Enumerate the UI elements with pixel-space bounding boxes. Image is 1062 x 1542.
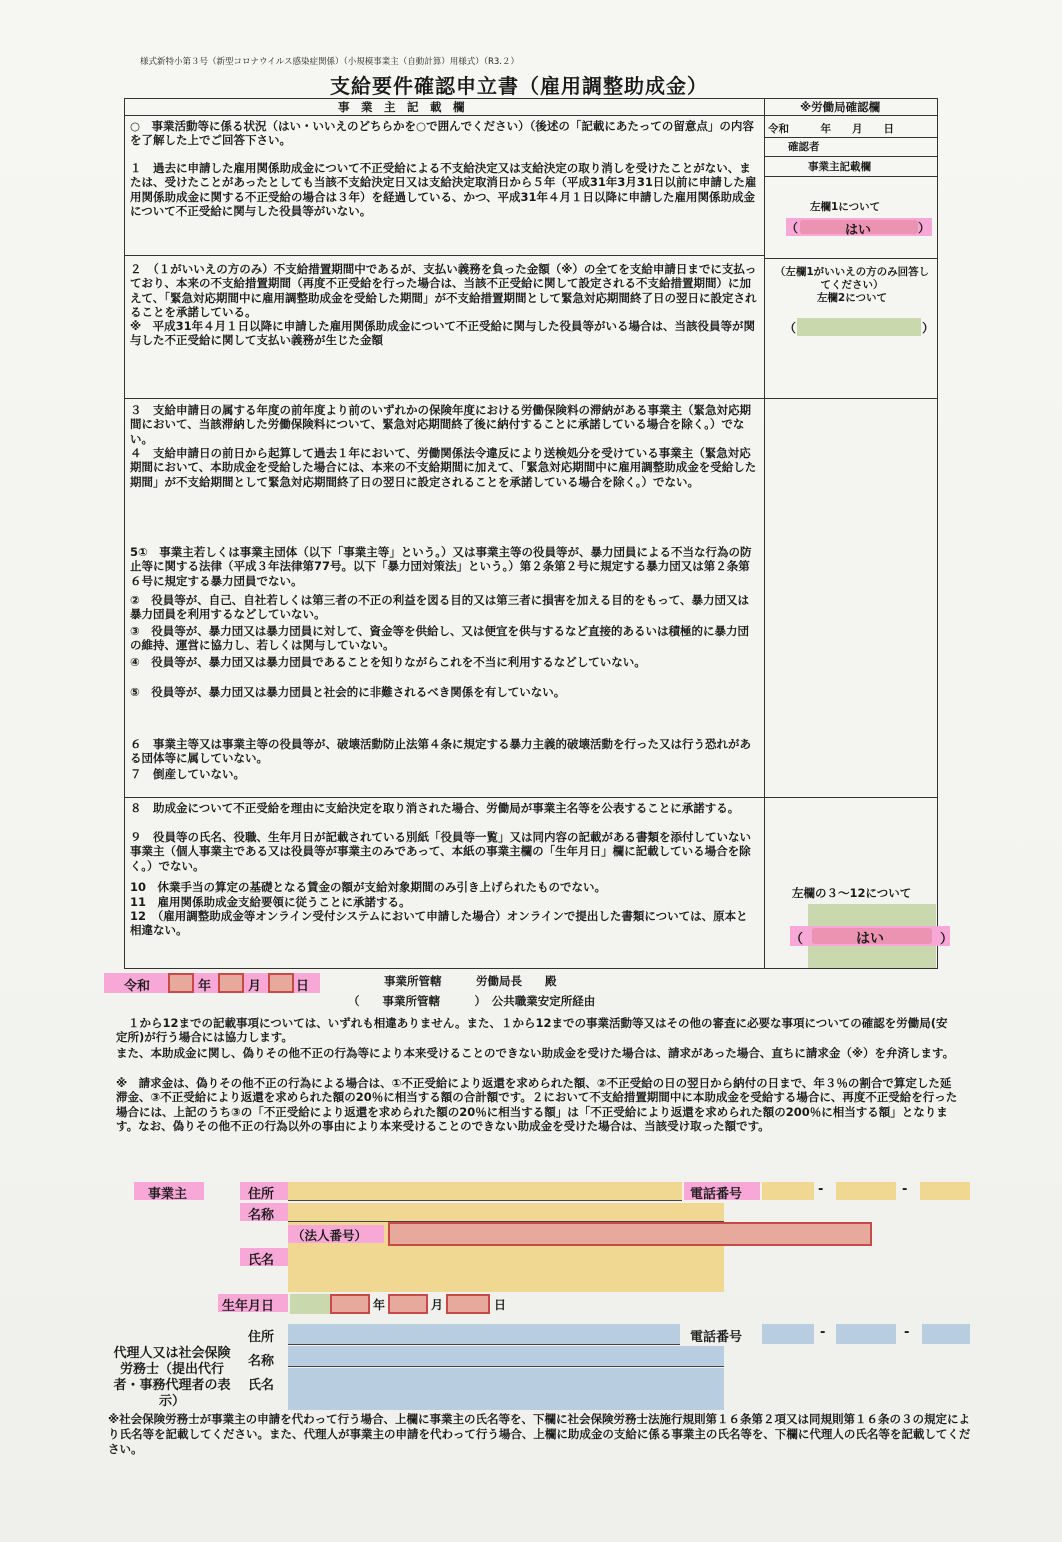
item-7-text: ７ 倒産していない。 xyxy=(130,767,245,781)
agent-person-name-field[interactable] xyxy=(288,1368,724,1410)
item-2-answer-label: （左欄1がいいえの方のみ回答してください） 左欄2について xyxy=(774,266,930,304)
item-3-12-answer-value[interactable]: はい xyxy=(856,931,884,947)
date-reiwa-label: 令和 xyxy=(124,979,151,994)
item-2-text: ２ （１がいいえの方のみ）不支給措置期間中であるが、支払い義務を負った金額（※）の全てを支給申請日までに支払っており、本来の不支給措置期間（再度不正受給を行った場合は、当該不正受給に関して設定される不支給措置期間）に加えて、「緊急対応期間中に雇用調整助成金を受給した期間」が不支給措置期間として緊急対応期間終了日の翌日に設定されることを承諾している。 ※ 平成31年４月１日以降に申請した雇用関係助成金について不正受給に関与した役員等がいる場合は、当該役員等が関与した不正受給に関して支払い義務が生じた金額 xyxy=(130,262,757,348)
intro-text: ○ 事業活動等に係る状況（はい・いいえのどちらかを○で囲んでください）（後述の「記載にあたっての留意点」の内容を了解した上でご回答下さい。 xyxy=(130,119,754,148)
item-5-1-text: 5① 事業主若しくは事業主団体（以下「事業主等」という。）又は事業主等の役員等が、暴力団員による不当な行為の防止等に関する法律（平成３年法律第77号。以下「暴力団対策法」という。）第２条第２号に規定する暴力団又は第２条第６号に規定する暴力団員でない。 xyxy=(130,545,752,588)
declaration-2: また、本助成金に関し、偽りその他不正の行為等により本来受けることのできない助成金を受けた場合は、請求があった場合、直ちに請求金（※）を弁済します。 xyxy=(116,1046,955,1060)
date-year-field[interactable] xyxy=(168,973,194,993)
employer-phone-dash-2: - xyxy=(902,1182,908,1197)
birthdate-year-field[interactable] xyxy=(330,1294,370,1314)
item-6-text: ６ 事業主等又は事業主等の役員等が、破壊活動防止法第４条に規定する暴力主義的破壊活動を行った又は行う恐れがある団体等に属していない。 xyxy=(130,737,751,766)
birthdate-month-label: 月 xyxy=(431,1298,444,1312)
birthdate-era-field[interactable] xyxy=(290,1294,330,1314)
corporate-number-label: （法人番号） xyxy=(292,1228,368,1243)
date-year-label: 年 xyxy=(198,979,212,994)
item-3-text: ３ 支給申請日の属する年度の前年度より前のいずれかの保険年度における労働保険料の滞納がある事業主（緊急対応期間において、当該滞納した労働保険料について、緊急対応期間終了後に納付することに承諾している場合を除く。）でない。 xyxy=(130,403,751,446)
employer-address-label: 住所 xyxy=(248,1187,275,1202)
date-month-field[interactable] xyxy=(218,973,244,993)
item-1-answer-label: 左欄1について xyxy=(810,201,881,213)
item-5-4-text: ④ 役員等が、暴力団又は暴力団員であることを知りながらこれを不当に利用するなどしていない。 xyxy=(130,655,646,669)
birthdate-month-field[interactable] xyxy=(388,1294,428,1314)
item-3-12-answer-label: 左欄の３～12について xyxy=(792,886,912,900)
declaration-3: ※ 請求金は、偽りその他不正の行為による場合は、①不正受給により返還を求められた額、②不正受給の日の翌日から納付の日まで、年３％の割合で算定した延滞金、③不正受給により返還を求められた額の20％に相当する額の合計額です。２において不支給措置期間中に本助成金を受給する場合に、再度不正受給を行った場合には、上記のうち③の「不正受給により返還を求められた額の20％に相当する額」は「不正受給により返還を求められた額の200％に相当する額」となります。なお、偽りその他不正の行為以外の事由により本来受けることのできない助成金を受けた場合は、当該受け取った額です。 xyxy=(116,1076,958,1133)
employer-label: 事業主 xyxy=(148,1187,188,1202)
confirmer-label: 確認者 xyxy=(788,141,820,153)
agent-address-label: 住所 xyxy=(248,1330,275,1345)
confirm-date: 令和 年 月 日 xyxy=(768,123,894,135)
agent-person-label: 氏名 xyxy=(248,1378,275,1393)
employer-phone-label: 電話番号 xyxy=(690,1187,743,1202)
employer-company-name-field[interactable] xyxy=(288,1203,724,1221)
birthdate-label: 生年月日 xyxy=(222,1299,275,1314)
agent-phone-label: 電話番号 xyxy=(690,1330,743,1345)
item-8-text: ８ 助成金について不正受給を理由に支給決定を取り消された場合、労働局が事業主名等を公表することに承諾する。 xyxy=(130,801,740,815)
item-2-answer-field[interactable] xyxy=(797,318,921,336)
agent-label: 代理人又は社会保険労務士（提出代行者・事務代理者の表示） xyxy=(113,1346,231,1409)
agent-phone-dash-2: - xyxy=(904,1325,910,1340)
declaration-1: １から12までの記載事項については、いずれも相違ありません。また、１から12までの事業活動等又はその他の審査に必要な事項についての確認を労働局(安定所)が行う場合には協力します。 xyxy=(116,1016,948,1045)
item-3-12-answer-close: ） xyxy=(940,932,954,947)
employer-address-field[interactable] xyxy=(288,1182,682,1200)
item-12-text: 12 （雇用調整助成金等オンライン受付システムにおいて申請した場合）オンラインで提出した書類については、原本と相違ない。 xyxy=(130,909,748,938)
agent-phone-2[interactable] xyxy=(836,1324,896,1344)
agent-phone-1[interactable] xyxy=(762,1324,814,1344)
footnote: ※社会保険労務士が事業主の申請を代わって行う場合、上欄に事業主の氏名等を、下欄に社会保険労務士法施行規則第１６条第２項又は同規則第１６条の３の規定により氏名等を記載してください。また、代理人が事業主の申請を代わって行う場合、上欄に助成金の支給に係る事業主の氏名等を、下欄に代理人の氏名等を記載してください。 xyxy=(108,1412,971,1456)
item-1-answer-close: ） xyxy=(918,221,931,235)
agent-company-name-field[interactable] xyxy=(288,1346,724,1366)
item-1-answer-open: （ xyxy=(786,221,799,235)
date-day-field[interactable] xyxy=(268,973,294,993)
addressee-line-2: （ 事業所管轄 ） 公共職業安定所経由 xyxy=(348,994,596,1008)
item-5-2-text: ② 役員等が、自己、自社若しくは第三者の不正の利益を図る目的又は第三者に損害を加える目的をもって、暴力団又は暴力団員を利用するなどしていない。 xyxy=(130,593,750,622)
item-1-answer-value[interactable]: はい xyxy=(845,223,872,238)
agent-address-field[interactable] xyxy=(288,1324,680,1344)
birthdate-year-label: 年 xyxy=(373,1298,386,1312)
item-4-text: ４ 支給申請日の前日から起算して過去１年において、労働関係法令違反により送検処分を受けている事業主（緊急対応期間において、本助成金を受給した場合には、本来の不支給期間に加えて、「緊急対応期間中に雇用調整助成金を受給した期間」が不支給期間として緊急対応期間終了日の翌日に設定されることを承諾している場合を除く。）でない。 xyxy=(130,446,757,489)
employer-phone-2[interactable] xyxy=(836,1182,896,1200)
addressee-line-1: 事業所管轄 労働局長 殿 xyxy=(384,974,557,988)
item-5-5-text: ⑤ 役員等が、暴力団又は暴力団員と社会的に非難されるべき関係を有していない。 xyxy=(130,685,566,699)
birthdate-day-field[interactable] xyxy=(446,1294,490,1314)
item-2-answer-close: ） xyxy=(922,321,935,335)
page-title: 支給要件確認申立書（雇用調整助成金） xyxy=(330,74,708,98)
employer-representative-name-field[interactable] xyxy=(288,1248,724,1292)
employer-phone-dash-1: - xyxy=(818,1182,824,1197)
item-3-12-answer-open: （ xyxy=(790,932,804,947)
agent-phone-dash-1: - xyxy=(820,1325,826,1340)
item-2-answer-open: （ xyxy=(784,321,797,335)
employer-phone-3[interactable] xyxy=(920,1182,970,1200)
agent-phone-3[interactable] xyxy=(922,1324,970,1344)
employer-section-header: 事 業 主 記 載 欄 xyxy=(338,100,465,114)
item-1-text: １ 過去に申請した雇用関係助成金について不正受給による不支給決定又は支給決定の取り消しを受けたことがない、または、受けたことがあったとしても当該不支給決定日又は支給決定取消日から５年（平成31年3月31日以前に申請した雇用関係助成金に関する不正受給の場合は３年）を経過している、かつ、平成31年４月１日以降に申請した雇用関係助成金について不正受給に関与した役員等がいない。 xyxy=(130,161,757,218)
labour-office-section-header: ※労働局確認欄 xyxy=(800,100,881,114)
date-month-label: 月 xyxy=(248,979,262,994)
birthdate-day-label: 日 xyxy=(494,1298,507,1312)
date-day-label: 日 xyxy=(296,979,310,994)
item-9-text: ９ 役員等の氏名、役職、生年月日が記載されている別紙「役員等一覧」又は同内容の記載がある書類を添付していない事業主（個人事業主である又は役員等が事業主のみであって、本紙の事業主欄の「生年月日」欄に記載している場合を除く。）でない。 xyxy=(130,830,751,873)
employer-phone-1[interactable] xyxy=(762,1182,814,1200)
corporate-number-field[interactable] xyxy=(388,1222,872,1246)
employer-person-label: 氏名 xyxy=(248,1253,275,1268)
employer-name-label: 名称 xyxy=(248,1208,275,1223)
item-10-text: 10 休業手当の算定の基礎となる賃金の額が支給対象期間のみ引き上げられたものでない。 xyxy=(130,880,606,894)
employer-column-label: 事業主記載欄 xyxy=(808,161,871,173)
item-5-3-text: ③ 役員等が、暴力団又は暴力団員に対して、資金等を供給し、又は便宜を供与するなど直接的あるいは積極的に暴力団の維持、運営に協力し、若しくは関与していない。 xyxy=(130,624,750,653)
item-11-text: 11 雇用関係助成金支給要領に従うことに承諾する。 xyxy=(130,895,411,909)
agent-name-label: 名称 xyxy=(248,1354,275,1369)
form-code: 様式新特小第３号（新型コロナウイルス感染症関係）（小規模事業主（自動計算）用様式）（R3.２） xyxy=(140,57,520,67)
